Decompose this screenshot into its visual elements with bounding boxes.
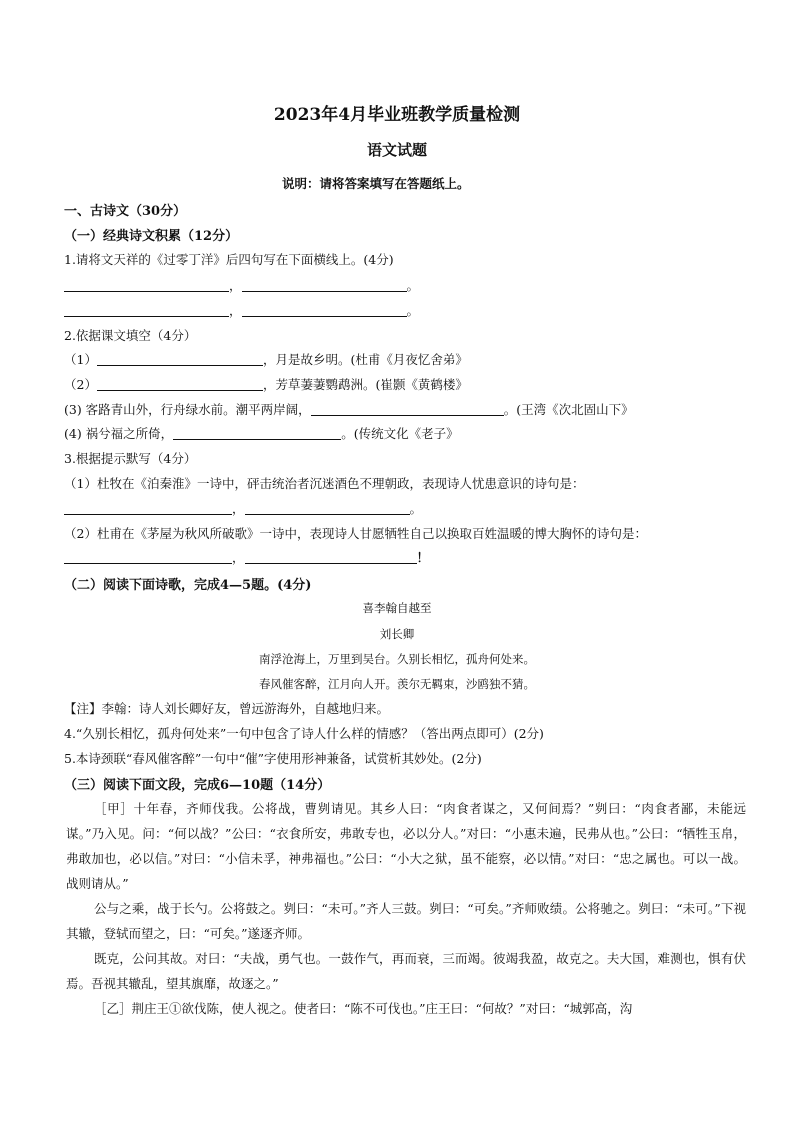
poem-annotation: 【注】李翰：诗人刘长卿好友，曾远游海外，自越地归来。	[64, 701, 390, 716]
passage-paragraph: ［乙］荆庄王①欲伐陈，使人视之。使者曰：“陈不可伐也。”庄王曰：“何故？”对曰：“城郭高，沟	[94, 1001, 633, 1016]
answer-blank[interactable]	[64, 549, 232, 564]
passage-paragraph: 既克，公问其故。对曰：“夫战，勇气也。一鼓作气，再而衰，三而竭。彼竭我盈，故克之。夫大国，难测也，惧有伏焉。吾视其辙乱，望其旗靡，故逐之。”	[66, 951, 746, 991]
answer-blank[interactable]	[64, 277, 229, 292]
q2-item-1: （1） ，月是故乡明。(杜甫《月夜忆舍弟》	[64, 352, 468, 367]
question-5: 5.本诗颈联“春风催客醉”一句中“催”字使用形神兼备，试赏析其妙处。(2分)	[64, 751, 482, 766]
question-3: 3.根据提示默写（4分）	[64, 451, 197, 466]
answer-note: 说明：请将答案填写在答题纸上。	[282, 176, 470, 191]
q2-item-2: （2） ，芳草萋萋鹦鹉洲。(崔颢《黄鹤楼》	[64, 377, 468, 392]
q3-item-2: （2）杜甫在《茅屋为秋风所破歌》一诗中，表现诗人甘愿牺牲自己以换取百姓温暖的博大胸怀的诗句是：	[64, 526, 647, 541]
exam-title: 2023年4月毕业班教学质量检测	[273, 105, 521, 125]
answer-blank[interactable]	[311, 401, 504, 416]
answer-blank[interactable]	[97, 376, 263, 391]
part1-heading: （一）经典诗文积累（12分）	[64, 229, 239, 244]
section-heading: 一、古诗文（30分）	[64, 204, 187, 219]
answer-blank[interactable]	[242, 302, 407, 317]
q2-item-4: (4) 祸兮福之所倚， 。(传统文化《老子》	[64, 426, 459, 441]
poem-line-1: 南浮沧海上，万里到吴台。久别长相忆，孤舟何处来。	[259, 652, 535, 666]
passage-paragraph: ［甲］十年春，齐师伐我。公将战，曹刿请见。其乡人曰：“肉食者谋之，又何间焉？”刿曰：“肉食者鄙，未能远谋。”乃入见。问：“何以战？”公曰：“衣食所安，弗敢专也，必以分人。”对曰：“小惠未遍，民弗从也。”公曰：“牺牲玉帛，弗敢加也，必以信。”对曰：“小信未孚，神弗福也。”公曰：“小大之狱，虽不能察，必以情。”对曰：“忠之属也。可以一战。战则请从。”	[66, 801, 746, 891]
answer-blank[interactable]	[97, 351, 263, 366]
answer-blank[interactable]	[64, 302, 229, 317]
answer-blank[interactable]	[64, 500, 232, 515]
poem-author: 刘长卿	[379, 627, 415, 641]
passage-paragraph: 公与之乘，战于长勺。公将鼓之。刿曰：“未可。”齐人三鼓。刿曰：“可矣。”齐师败绩。公将驰之。刿曰：“未可。”下视其辙，登轼而望之，曰：“可矣。”遂逐齐师。	[66, 901, 746, 941]
question-2: 2.依据课文填空（4分）	[64, 328, 197, 343]
q3-item-1: （1）杜牧在《泊秦淮》一诗中，砰击统治者沉迷酒色不理朝政，表现诗人忧患意识的诗句是：	[64, 476, 585, 491]
question-1: 1.请将文天祥的《过零丁洋》后四句写在下面横线上。(4分)	[64, 252, 394, 267]
poem-line-2: 春风催客醉，江月向人开。羡尔无羁束，沙鸥独不猜。	[259, 677, 535, 691]
question-4: 4.“久别长相忆，孤舟何处来”一句中包含了诗人什么样的情感？（答出两点即可）(2分)	[64, 726, 544, 741]
answer-blank[interactable]	[173, 425, 341, 440]
poem-title: 喜李翰自越至	[362, 601, 432, 615]
q2-item-3: (3) 客路青山外，行舟绿水前。潮平两岸阔， 。(王湾《次北固山下》	[64, 402, 634, 417]
q3-answer-line-1: ， 。	[64, 499, 422, 517]
classical-text	[66, 796, 746, 1026]
part2-heading: （二）阅读下面诗歌，完成4—5题。(4分)	[64, 578, 312, 593]
answer-blank[interactable]	[245, 500, 410, 515]
part3-heading: （三）阅读下面文段，完成6—10题（14分）	[64, 778, 331, 793]
answer-blank[interactable]	[242, 277, 407, 292]
q1-answer-line-2: ， 。	[64, 301, 419, 319]
subject-title: 语文试题	[366, 141, 427, 159]
answer-blank[interactable]	[245, 549, 417, 564]
q3-answer-line-2: ， ！	[64, 548, 429, 566]
q1-answer-line-1: ， 。	[64, 276, 419, 294]
